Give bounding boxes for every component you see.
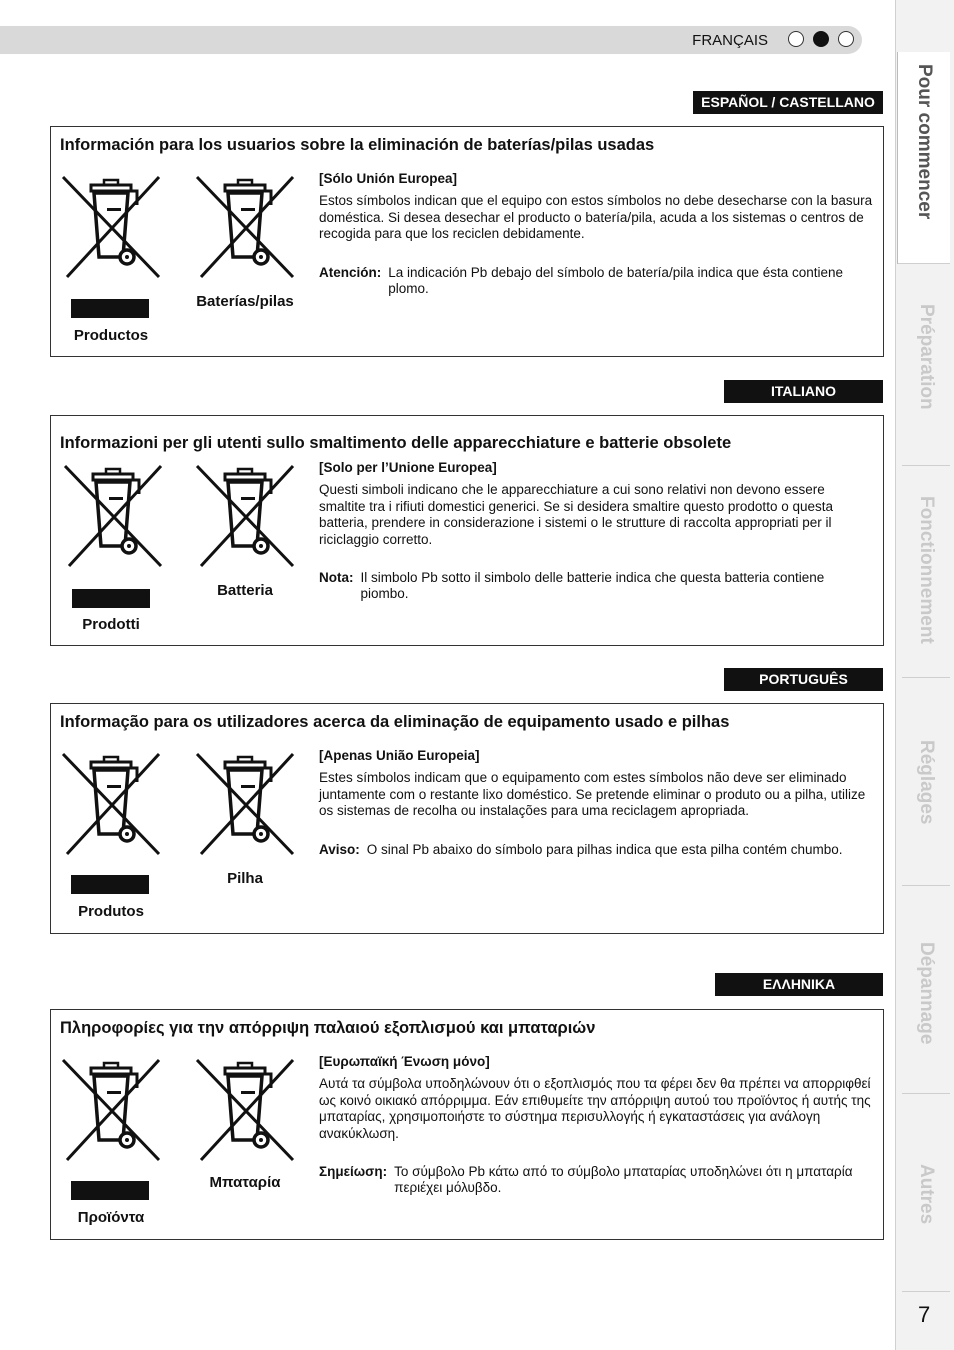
tab-preparation[interactable] — [902, 266, 950, 466]
chapter-sidebar — [895, 0, 954, 1350]
tab-label: Dépannage — [916, 942, 937, 1045]
note — [319, 570, 873, 603]
language-label-pt: PORTUGUÊS — [724, 668, 883, 691]
crossed-bin-products-icon — [63, 460, 163, 568]
section-text — [319, 748, 873, 858]
language-dot-2-active[interactable] — [813, 31, 829, 47]
page-number: 7 — [918, 1302, 931, 1327]
language-label-el: ΕΛΛΗΝΙΚΑ — [715, 973, 883, 996]
section-pt — [50, 703, 884, 934]
products-label: Produtos — [78, 903, 144, 920]
note-text: La indicación Pb debajo del símbolo de batería/pila indica que ésta contiene plomo. — [388, 264, 844, 297]
crossed-bin-products-icon — [61, 748, 161, 856]
note-label: Aviso: — [319, 841, 360, 857]
products-label: Προϊόντα — [77, 1209, 145, 1226]
products-black-bar — [71, 875, 149, 894]
note — [319, 842, 873, 858]
crossed-bin-products-icon — [61, 171, 161, 279]
section-title: Informação para os utilizadores acerca da eliminação de equipamento usado e pilhas — [60, 713, 730, 731]
language-label-it: ITALIANO — [724, 380, 883, 403]
tab-reglages[interactable] — [902, 680, 950, 886]
region-note: [Solo per l’Unione Europea] — [319, 460, 497, 475]
products-black-bar — [72, 589, 150, 608]
section-es — [50, 126, 884, 357]
note-label: Atención: — [319, 264, 382, 280]
section-title: Información para los usuarios sobre la eliminación de baterías/pilas usadas — [60, 136, 655, 154]
note-label: Nota: — [319, 570, 354, 586]
language-dots — [788, 31, 854, 47]
tab-label: Réglages — [916, 740, 937, 825]
crossed-bin-battery-icon — [195, 748, 295, 856]
header-language: FRANÇAIS — [692, 32, 768, 49]
tab-pour-commencer[interactable] — [898, 52, 950, 264]
tab-depannage[interactable] — [902, 888, 950, 1094]
section-el — [50, 1009, 884, 1240]
tab-label: Préparation — [916, 304, 937, 410]
region-note: [Sólo Unión Europea] — [319, 171, 457, 186]
section-text — [319, 460, 873, 603]
section-title: Informazioni per gli utenti sullo smaltimento delle apparecchiature e batterie obsolete — [60, 434, 732, 452]
products-black-bar — [71, 1181, 149, 1200]
battery-label: Μπαταρία — [209, 1174, 281, 1191]
note — [319, 265, 873, 298]
body-text: Estos símbolos indican que el equipo con estos símbolos no debe desecharse con la basura doméstica. Si desea desechar el producto o batería/pila, acuda a los sistemas o centros de recogida para que los reciclen debidamente. — [319, 193, 873, 242]
body-text: Questi simboli indicano che le apparecchiature a cui sono relativi non devono essere smaltite tra i rifiuti domestici generici. Se si desidera smaltire questo prodotto o questa batteria, prendere in considerazione i sistemi o le strutture di raccolta appropriati per il riciclaggio corretto. — [319, 482, 833, 547]
note — [319, 1164, 873, 1197]
region-note: [Apenas União Europeia] — [319, 748, 480, 763]
header-bar — [0, 26, 862, 54]
tab-label: Fonctionnement — [916, 496, 937, 644]
crossed-bin-battery-icon — [195, 171, 295, 279]
products-label: Prodotti — [82, 616, 140, 633]
section-title: Πληροφορίες για την απόρριψη παλαιού εξοπλισμού και μπαταριών — [60, 1019, 596, 1037]
crossed-bin-products-icon — [61, 1054, 161, 1162]
crossed-bin-battery-icon — [195, 460, 295, 568]
tab-autres[interactable] — [902, 1096, 950, 1292]
products-label: Productos — [73, 327, 149, 344]
section-text — [319, 171, 873, 297]
tab-label: Pour commencer — [914, 64, 935, 220]
battery-label: Pilha — [227, 870, 263, 887]
note-label: Σημείωση: — [319, 1164, 388, 1180]
section-text — [319, 1054, 873, 1197]
products-black-bar — [71, 299, 149, 318]
note-text: O sinal Pb abaixo do símbolo para pilhas indica que esta pilha contém chumbo. — [366, 841, 843, 857]
body-text: Αυτά τα σύμβολα υποδηλώνουν ότι ο εξοπλισμός που τα φέρει δεν θα πρέπει να απορριφθεί ως κοινό οικιακό απόρριμμα. Εάν επιθυμείτε την απόρριψη αυτού του προϊόντος ή αυτής της μπαταρίας, χρησιμοποιήστε το σύστημα περισυλλογής ή εγκαταστάσεις για ανάλογη ανακύκλωση. — [319, 1076, 871, 1141]
crossed-bin-battery-icon — [195, 1054, 295, 1162]
note-text: Il simbolo Pb sotto il simbolo delle batterie indica che questa batteria contiene piombo. — [360, 570, 825, 602]
region-note: [Ευρωπαϊκή Ένωση μόνο] — [319, 1054, 490, 1069]
language-dot-1[interactable] — [788, 31, 804, 47]
battery-label: Baterías/pilas — [196, 293, 294, 310]
note-text: Το σύμβολο Pb κάτω από το σύμβολο μπαταρίας υποδηλώνει ότι η μπαταρία περιέχει μόλυβδο. — [394, 1164, 853, 1196]
language-label-es: ESPAÑOL / CASTELLANO — [693, 91, 883, 114]
battery-label: Batteria — [217, 582, 273, 599]
section-it — [50, 415, 884, 646]
tab-fonctionnement[interactable] — [902, 468, 950, 678]
tab-label: Autres — [916, 1164, 937, 1225]
body-text: Estes símbolos indicam que o equipamento com estes símbolos não deve ser eliminado juntamente com o restante lixo doméstico. Se pretende eliminar o produto ou a pilha, utilize os sistemas de recolha ou instalações para uma reciclagem apropriada. — [319, 770, 866, 819]
language-dot-3[interactable] — [838, 31, 854, 47]
